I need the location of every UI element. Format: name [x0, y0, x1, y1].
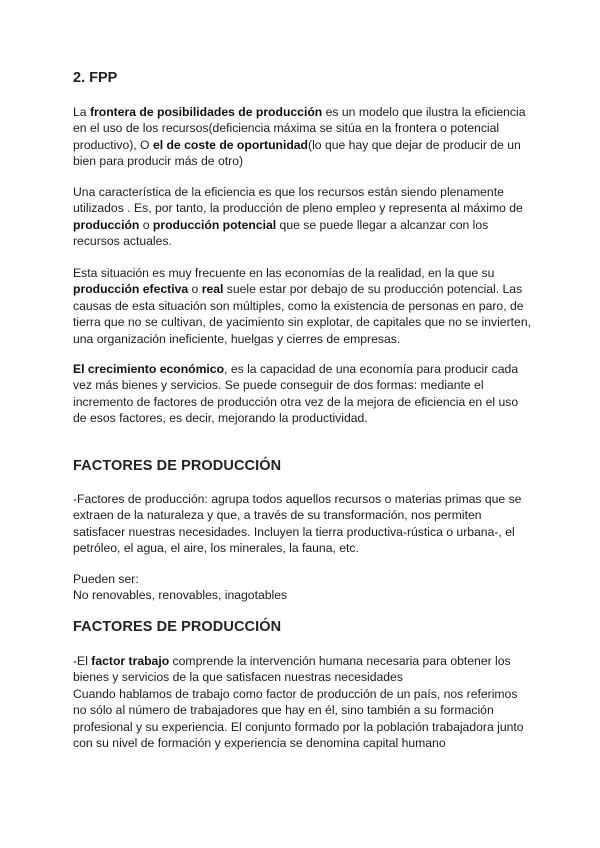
text-run: , es la capacidad de una economía para producir cada vez más bienes y servicios. Se puede conseguir de dos formas: mediante el incremento de factores de producción otra vez de la mejora de eficiencia en el uso de esos factores, es decir, mejorando la productividad.: [73, 362, 519, 426]
paragraph-factor-trabajo: [73, 653, 533, 686]
bold-text-run: producción efectiva: [73, 282, 189, 297]
paragraph-pueden-ser: Pueden ser:: [73, 572, 139, 586]
section-title-fpp: 2. FPP: [73, 70, 118, 86]
paragraph-situacion: [73, 265, 533, 347]
text-run: o: [139, 217, 153, 232]
bold-text-run: frontera de posibilidades de producción: [89, 105, 323, 119]
paragraph-factores-produccion: [73, 491, 533, 557]
text-run: comprende la intervención humana necesaria para obtener los bienes y servicios de la que satisfacen nuestras necesidades: [73, 654, 511, 685]
bold-text-run: producción potencial: [152, 217, 277, 232]
section-title-factores-1: FACTORES DE PRODUCCIÓN: [73, 458, 282, 474]
bold-text-run: el de coste de oportunidad: [152, 137, 309, 152]
paragraph-crecimiento: [73, 361, 533, 427]
text-run: -El: [73, 654, 92, 668]
paragraph-eficiencia: [73, 184, 533, 250]
text-run: Esta situación es muy frecuente en las economías de la realidad, en la que su: [73, 266, 495, 280]
text-run: o: [188, 282, 202, 297]
text-run: Cuando hablamos de trabajo como factor de producción de un país, nos referimos no sólo al número de trabajadores que hay en él, sino también a su formación profesional y su experiencia. El conjunto formado por la población trabajadora junto con su nivel de formación y experiencia se denomina capital humano: [73, 687, 524, 751]
bold-text-run: factor trabajo: [91, 654, 170, 668]
text-run: -Factores de producción: agrupa todos aquellos recursos o materias primas que se extraen de la naturaleza y que, a través de su transformación, nos permiten satisfacer nuestras necesidades. Incluyen la tierra productiva-rústica o urbana-, el petróleo, el agua, el aire, los minerales, la fauna, etc.: [73, 492, 522, 556]
section-title-factores-2: FACTORES DE PRODUCCIÓN: [73, 619, 282, 635]
paragraph-frontera: [73, 104, 533, 170]
bold-text-run: producción: [73, 217, 140, 232]
text-run: (lo que hay que dejar de producir de un bien para producir más de otro): [73, 137, 521, 169]
paragraph-tipos-recursos: No renovables, renovables, inagotables: [73, 588, 288, 602]
text-run: es un modelo que ilustra la eficiencia en el uso de los recursos(deficiencia máxima se sitúa en la frontera o potencial productivo), O: [73, 105, 526, 152]
text-run: suele estar por debajo de su producción potencial. Las causas de esta situación son múltiples, como la existencia de personas en paro, de tierra que no se cultivan, de yacimiento sin explotar, de capitales que no se invierten, una organización ineficiente, huelgas y cierres de empresas.: [73, 282, 531, 346]
bold-text-run: El crecimiento económico: [73, 362, 225, 376]
bold-text-run: real: [201, 282, 224, 297]
text-run: que se puede llegar a alcanzar con los recursos actuales.: [73, 217, 489, 249]
paragraph-capital-humano: [73, 686, 533, 752]
text-run: La: [73, 105, 90, 119]
text-run: Una característica de la eficiencia es que los recursos están siendo plenamente utilizados . Es, por tanto, la producción de pleno empleo y representa al máximo de: [73, 185, 523, 216]
